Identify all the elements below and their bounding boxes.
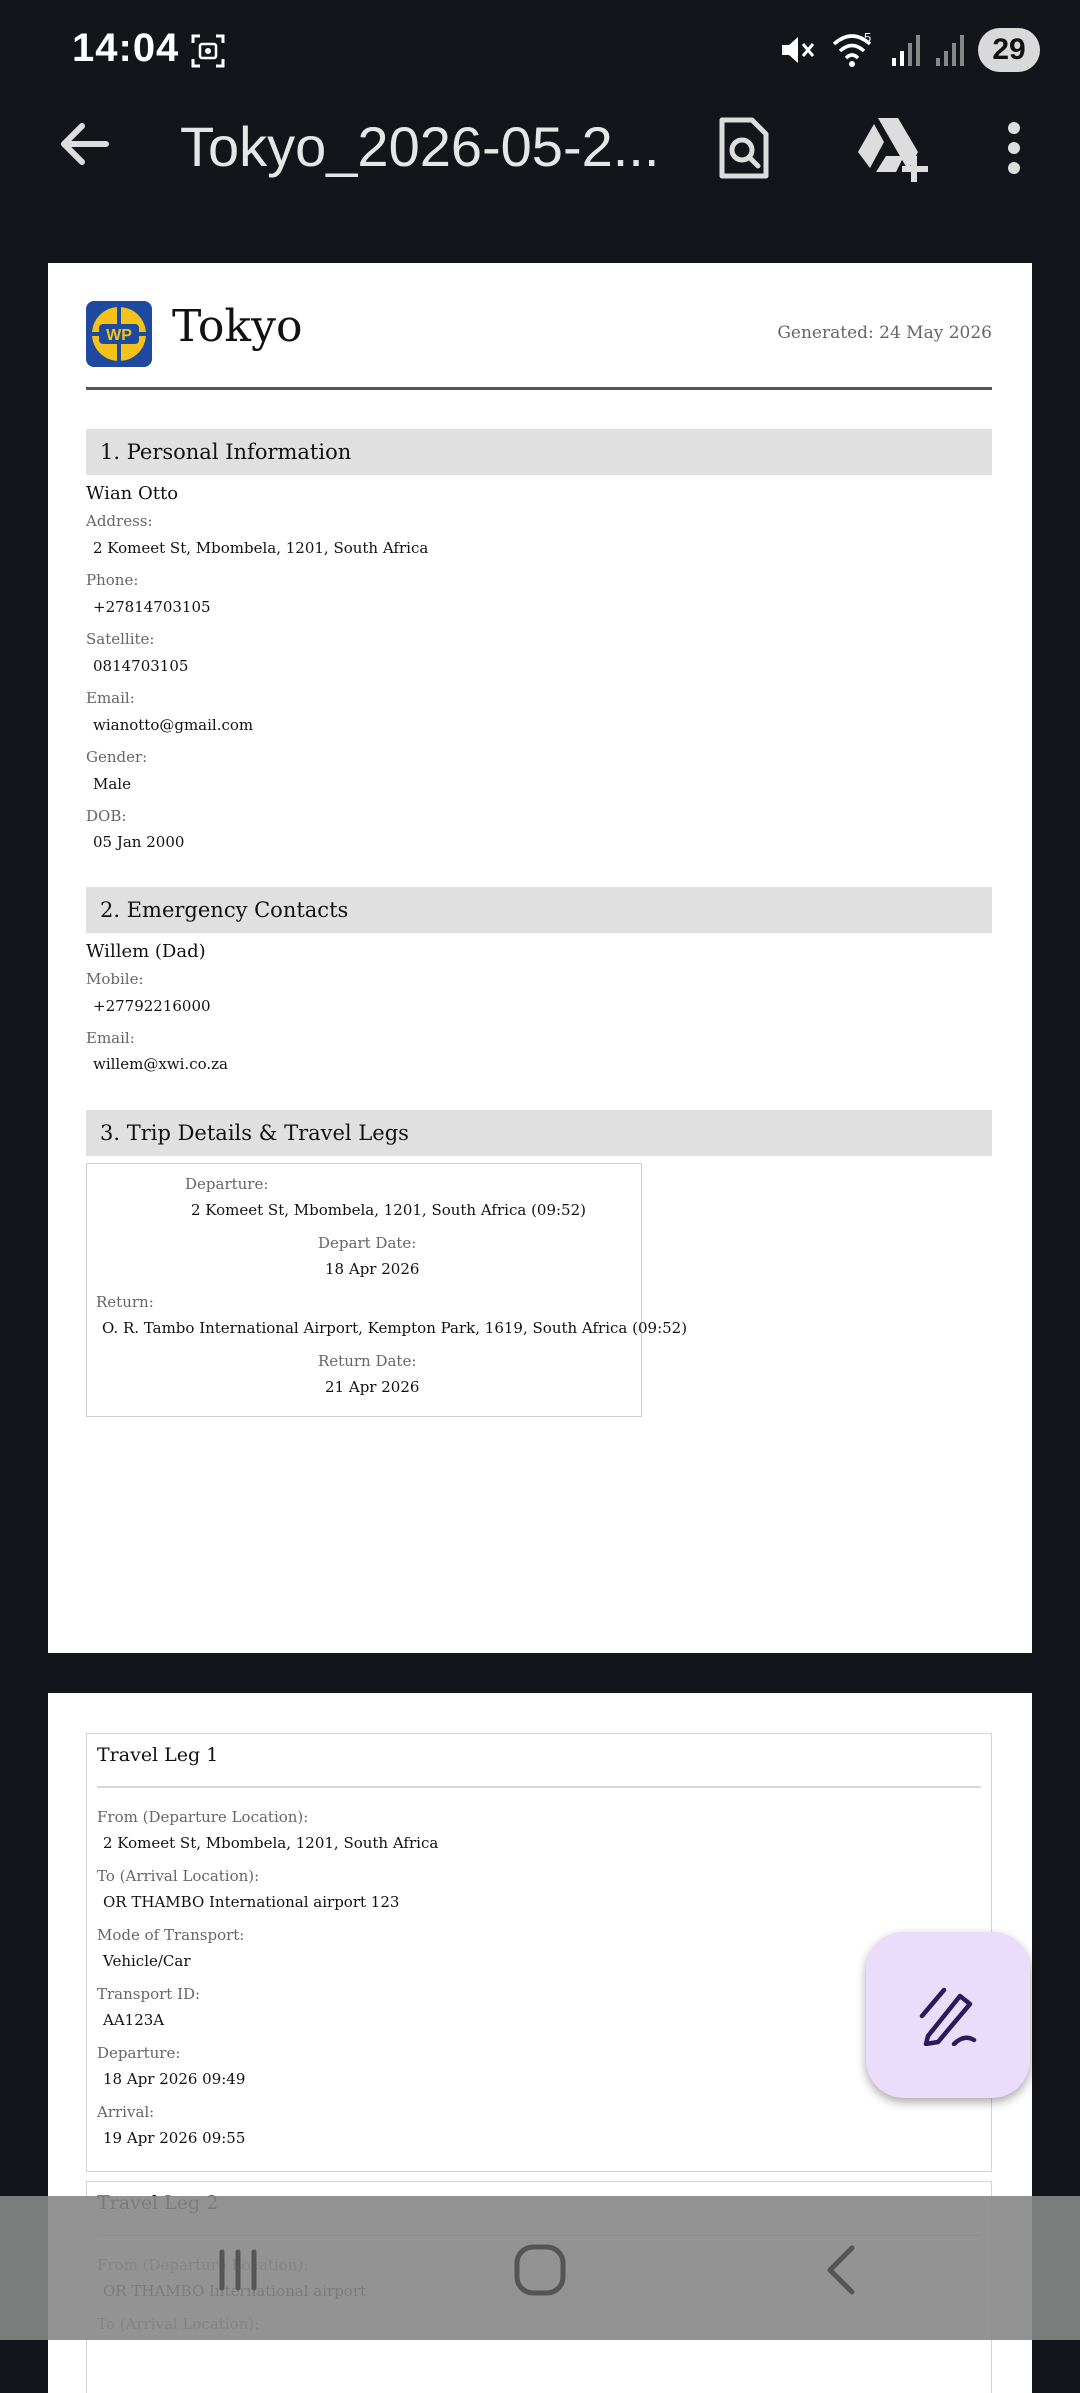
mobile-value: +27792216000 <box>93 997 211 1015</box>
return-label: Return: <box>96 1293 154 1311</box>
gender-label: Gender: <box>86 748 148 766</box>
edit-fab-button[interactable] <box>866 1932 1030 2098</box>
departure-label: Departure: <box>185 1175 269 1193</box>
section-heading-trip: 3. Trip Details & Travel Legs <box>86 1110 992 1156</box>
back-icon[interactable] <box>812 2240 872 2300</box>
depart-date-value: 18 Apr 2026 <box>325 1260 420 1278</box>
section-heading-personal: 1. Personal Information <box>86 429 992 475</box>
address-value: 2 Komeet St, Mbombela, 1201, South Africa <box>93 539 429 557</box>
email-label: Email: <box>86 689 135 707</box>
battery-icon: 29 <box>978 28 1040 72</box>
leg-departure-value: 18 Apr 2026 09:49 <box>103 2070 246 2088</box>
satellite-value: 0814703105 <box>93 657 189 675</box>
signal-icon <box>890 32 920 68</box>
gender-value: Male <box>93 775 131 793</box>
document-title: Tokyo_2026-05-2... <box>180 115 660 178</box>
departure-value: 2 Komeet St, Mbombela, 1201, South Africa (09:52) <box>191 1201 586 1219</box>
leg-mode-value: Vehicle/Car <box>103 1952 191 1970</box>
leg-from-label: From (Departure Location): <box>97 1808 309 1826</box>
signal-icon <box>934 32 964 68</box>
leg-to-label: To (Arrival Location): <box>97 1867 260 1885</box>
generated-date: Generated: 24 May 2026 <box>777 323 992 343</box>
dob-value: 05 Jan 2000 <box>93 833 185 851</box>
back-arrow-icon[interactable] <box>52 112 116 176</box>
document-city: Tokyo <box>172 301 303 352</box>
document-header <box>86 301 992 390</box>
leg-transport-id-label: Transport ID: <box>97 1985 201 2003</box>
leg-arrival-label: Arrival: <box>97 2103 155 2121</box>
emergency-contact-name: Willem (Dad) <box>86 941 206 962</box>
status-time: 14:04 <box>72 26 180 70</box>
edit-pen-icon <box>918 1986 978 2046</box>
travel-leg-title: Travel Leg 1 <box>97 1744 219 1766</box>
document-page-1 <box>48 263 1032 1653</box>
address-label: Address: <box>86 512 153 530</box>
phone-value: +27814703105 <box>93 598 211 616</box>
mute-icon <box>776 30 816 70</box>
screenshot-icon <box>190 33 226 69</box>
add-to-drive-icon[interactable] <box>852 112 932 184</box>
leg-to-value: OR THAMBO International airport 123 <box>103 1893 400 1911</box>
return-date-value: 21 Apr 2026 <box>325 1378 420 1396</box>
satellite-label: Satellite: <box>86 630 155 648</box>
emergency-email-label: Email: <box>86 1029 135 1047</box>
leg-arrival-value: 19 Apr 2026 09:55 <box>103 2129 246 2147</box>
section-heading-emergency: 2. Emergency Contacts <box>86 887 992 933</box>
more-vert-icon[interactable] <box>996 112 1032 184</box>
dob-label: DOB: <box>86 807 127 825</box>
depart-date-label: Depart Date: <box>318 1234 417 1252</box>
home-icon[interactable] <box>510 2240 570 2300</box>
phone-label: Phone: <box>86 571 139 589</box>
trip-summary-box <box>86 1163 688 1417</box>
person-name: Wian Otto <box>86 483 179 504</box>
leg-from-value: 2 Komeet St, Mbombela, 1201, South Africa <box>103 1834 439 1852</box>
system-nav-bar <box>0 2196 1080 2340</box>
leg-departure-label: Departure: <box>97 2044 181 2062</box>
leg-transport-id-value: AA123A <box>103 2011 165 2029</box>
leg-mode-label: Mode of Transport: <box>97 1926 245 1944</box>
recents-icon[interactable] <box>208 2240 268 2300</box>
status-bar <box>0 0 1080 100</box>
travel-leg-1 <box>86 1733 992 2172</box>
logo-text: WP <box>106 327 132 344</box>
mobile-label: Mobile: <box>86 970 144 988</box>
wp-logo <box>86 301 152 367</box>
wifi-icon <box>830 30 876 70</box>
status-icons <box>776 28 1040 72</box>
find-in-document-icon[interactable] <box>708 112 780 184</box>
wifi-badge: 5 <box>864 30 872 45</box>
return-date-label: Return Date: <box>318 1352 417 1370</box>
return-value: O. R. Tambo International Airport, Kempton Park, 1619, South Africa (09:52) <box>102 1319 688 1337</box>
email-value: wianotto@gmail.com <box>93 716 254 734</box>
leg-divider <box>97 1786 981 1788</box>
emergency-email-value: willem@xwi.co.za <box>93 1055 228 1073</box>
